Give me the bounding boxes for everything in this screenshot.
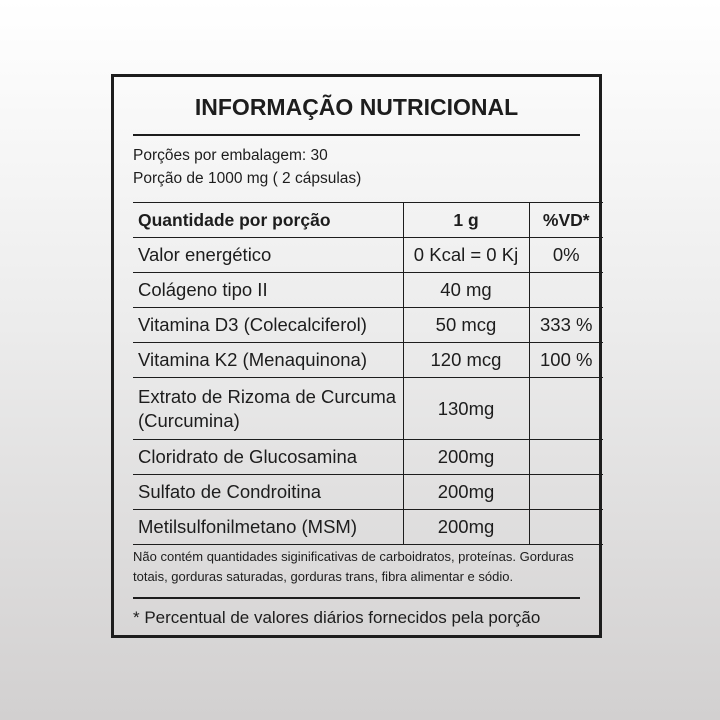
nutrient-amount: 40 mg xyxy=(403,273,529,308)
nutrient-amount: 200mg xyxy=(403,510,529,545)
title-divider xyxy=(133,134,580,136)
nutrient-vd: 100 % xyxy=(529,343,603,378)
nutrient-name: Vitamina K2 (Menaquinona) xyxy=(133,343,403,378)
servings-per-package: Porções por embalagem: 30 xyxy=(133,147,328,164)
header-vd: %VD* xyxy=(529,203,603,238)
nutrient-name: Sulfato de Condroitina xyxy=(133,475,403,510)
table-row xyxy=(133,440,603,475)
header-portion: 1 g xyxy=(403,203,529,238)
footnote-divider xyxy=(133,597,580,599)
footnote: Não contém quantidades siginificativas de carboidratos, proteínas. Gorduras totais, gorduras saturadas, gorduras trans, fibra alimentar e sódio. xyxy=(133,549,574,584)
nutrient-amount: 0 Kcal = 0 Kj xyxy=(403,238,529,273)
nutrient-name: Vitamina D3 (Colecalciferol) xyxy=(133,308,403,343)
nutrient-vd xyxy=(529,378,603,440)
nutrient-vd xyxy=(529,510,603,545)
nutrient-name: Valor energético xyxy=(133,238,403,273)
panel-title: INFORMAÇÃO NUTRICIONAL xyxy=(194,94,519,120)
nutrient-name: Extrato de Rizoma de Curcuma (Curcumina) xyxy=(133,378,403,440)
header-quantity: Quantidade por porção xyxy=(133,203,403,238)
table-row xyxy=(133,510,603,545)
table-row xyxy=(133,238,603,273)
nutrient-vd xyxy=(529,273,603,308)
table-row xyxy=(133,475,603,510)
nutrient-amount: 130mg xyxy=(403,378,529,440)
nutrient-amount: 120 mcg xyxy=(403,343,529,378)
nutrition-table xyxy=(133,202,603,545)
table-row xyxy=(133,378,603,440)
daily-value-note: * Percentual de valores diários fornecidos pela porção xyxy=(133,608,541,627)
nutrient-vd: 0% xyxy=(529,238,603,273)
table-row xyxy=(133,308,603,343)
nutrient-amount: 50 mcg xyxy=(403,308,529,343)
portion-size: Porção de 1000 mg ( 2 cápsulas) xyxy=(133,170,362,187)
nutrient-vd xyxy=(529,475,603,510)
nutrient-vd: 333 % xyxy=(529,308,603,343)
table-header-row xyxy=(133,203,603,238)
nutrient-name: Metilsulfonilmetano (MSM) xyxy=(133,510,403,545)
nutrient-amount: 200mg xyxy=(403,475,529,510)
table-row xyxy=(133,343,603,378)
nutrient-name: Cloridrato de Glucosamina xyxy=(133,440,403,475)
nutrient-vd xyxy=(529,440,603,475)
nutrient-name: Colágeno tipo II xyxy=(133,273,403,308)
table-row xyxy=(133,273,603,308)
nutrition-facts-panel xyxy=(111,74,602,638)
nutrient-amount: 200mg xyxy=(403,440,529,475)
